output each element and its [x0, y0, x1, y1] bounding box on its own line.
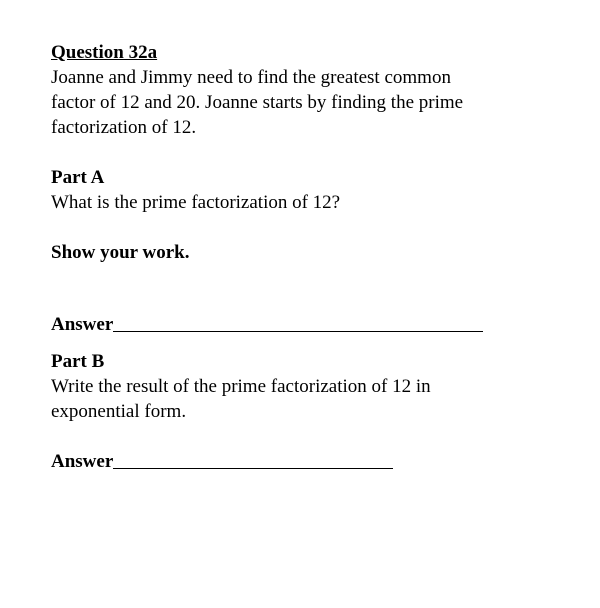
- spacer: [51, 424, 571, 449]
- spacer: [51, 140, 571, 165]
- part-b-answer-row: [51, 449, 571, 474]
- spacer: [51, 337, 571, 349]
- spacer: [51, 215, 571, 240]
- part-a-heading: Part A: [51, 167, 105, 188]
- intro-text-line-3: factorization of 12.: [51, 117, 197, 138]
- intro-text-line-1: Joanne and Jimmy need to find the greatest common: [51, 67, 451, 88]
- part-a-answer-label: Answer: [51, 314, 114, 335]
- question-title: Question 32a: [51, 42, 158, 63]
- part-a-instruction: Show your work.: [51, 242, 190, 263]
- part-b-prompt-line-1: Write the result of the prime factorization of 12 in: [51, 376, 431, 397]
- part-b-answer-line[interactable]: [113, 467, 393, 469]
- part-b-prompt-line-2: exponential form.: [51, 401, 187, 422]
- work-space: [51, 265, 571, 312]
- part-a-answer-row: [51, 312, 571, 337]
- question-document: [51, 40, 571, 474]
- part-a-answer-line[interactable]: [113, 330, 483, 332]
- part-a-prompt: What is the prime factorization of 12?: [51, 192, 341, 213]
- part-b-heading: Part B: [51, 351, 105, 372]
- intro-text-line-2: factor of 12 and 20. Joanne starts by finding the prime: [51, 92, 464, 113]
- part-b-answer-label: Answer: [51, 451, 114, 472]
